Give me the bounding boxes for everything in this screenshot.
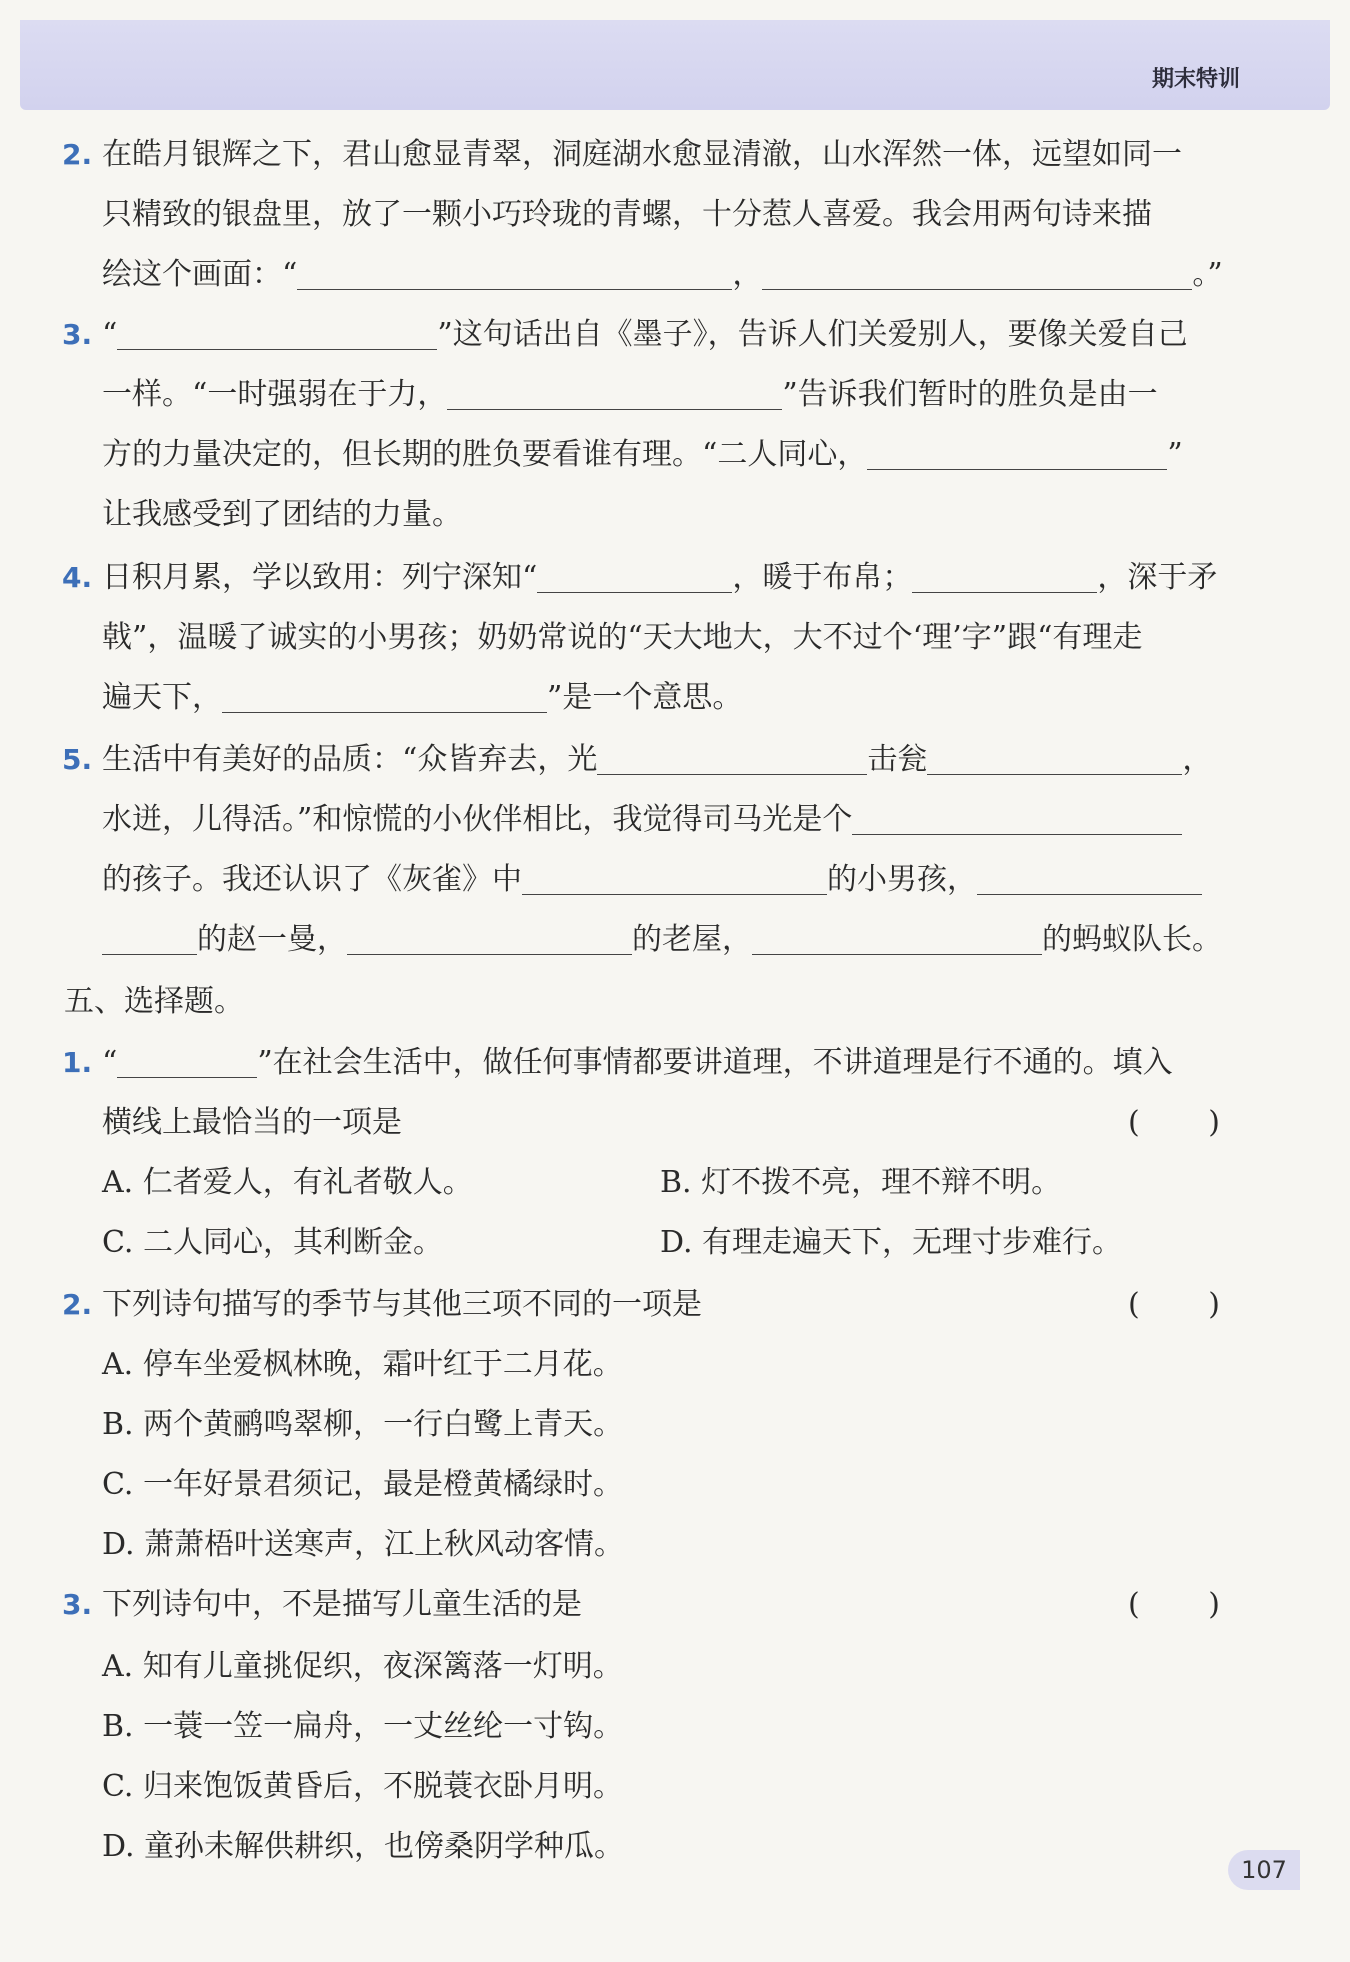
mc3-answer-paren[interactable] <box>1128 1575 1220 1635</box>
q5-text: 击瓮 <box>867 742 928 777</box>
mc3-option-b[interactable]: B. 一蓑一笠一扁舟，一丈丝纶一寸钩。 <box>102 1709 624 1744</box>
mc1-text: “ <box>102 1045 118 1080</box>
q3-text: “ <box>102 317 118 352</box>
q2-number: 2. <box>62 138 93 171</box>
q5-blank-5[interactable] <box>977 858 1202 895</box>
q3-line3 <box>102 425 1183 485</box>
mc1-option-d[interactable]: D. 有理走遍天下，无理寸步难行。 <box>660 1225 1123 1260</box>
q4-line3 <box>102 668 742 728</box>
q3-line2 <box>102 365 1158 425</box>
paren-close: ) <box>1208 1105 1220 1140</box>
mc3-option-a[interactable]: A. 知有儿童挑促织，夜深篱落一灯明。 <box>102 1649 623 1684</box>
mc2-number: 2. <box>62 1288 93 1321</box>
q2-line3 <box>102 245 1223 305</box>
mc1-option-a[interactable]: A. 仁者爱人，有礼者敬人。 <box>102 1165 473 1200</box>
q5-text: 的赵一曼， <box>197 922 347 957</box>
q5-line4 <box>102 910 1222 970</box>
mc1-option-c[interactable]: C. 二人同心，其利断金。 <box>102 1225 443 1260</box>
header-title: 期末特训 <box>1151 67 1240 92</box>
mc2-stem: 下列诗句描写的季节与其他三项不同的一项是 <box>102 1287 702 1322</box>
mc3-stem: 下列诗句中，不是描写儿童生活的是 <box>102 1587 582 1622</box>
q3-text: 一样。“一时强弱在于力， <box>102 377 448 412</box>
q5-text: 生活中有美好的品质：“众皆弃去，光 <box>102 742 598 777</box>
q3-text: ”告诉我们暂时的胜负是由一 <box>782 377 1158 412</box>
q3-blank-1[interactable] <box>117 313 437 350</box>
q5-blank-7[interactable] <box>347 918 632 955</box>
q5-number: 5. <box>62 743 93 776</box>
q2-line1: 在皓月银辉之下，君山愈显青翠，洞庭湖水愈显清澈，山水浑然一体，远望如同一 <box>102 137 1182 172</box>
page-number: 107 <box>1228 1850 1300 1890</box>
mc3-option-c[interactable]: C. 归来饱饭黄昏后，不脱蓑衣卧月明。 <box>102 1769 623 1804</box>
q4-blank-2[interactable] <box>912 556 1097 593</box>
header-banner <box>20 20 1330 110</box>
mc1-blank[interactable] <box>117 1041 257 1078</box>
q2-line2: 只精致的银盘里，放了一颗小巧玲珑的青螺，十分惹人喜爱。我会用两句诗来描 <box>102 197 1152 232</box>
mc1-option-b[interactable]: B. 灯不拨不亮，理不辩不明。 <box>660 1165 1062 1200</box>
q5-text: 的小男孩， <box>827 862 977 897</box>
q5-blank-1[interactable] <box>597 738 867 775</box>
q3-text: ”这句话出自《墨子》，告诉人们关爱别人，要像关爱自己 <box>437 317 1188 352</box>
q5-text: 的蚂蚁队长。 <box>1042 922 1222 957</box>
paren-open: ( <box>1128 1105 1140 1140</box>
mc3-number: 3. <box>62 1588 93 1621</box>
q5-blank-8[interactable] <box>752 918 1042 955</box>
q3-text: 方的力量决定的，但长期的胜负要看谁有理。“二人同心， <box>102 437 868 472</box>
q5-blank-6[interactable] <box>102 918 197 955</box>
mc1-line1 <box>102 1033 1173 1093</box>
q5-text: 的孩子。我还认识了《灰雀》中 <box>102 862 522 897</box>
q5-text: 水迸，儿得活。”和惊慌的小伙伴相比，我觉得司马光是个 <box>102 802 853 837</box>
mc2-option-b[interactable]: B. 两个黄鹂鸣翠柳，一行白鹭上青天。 <box>102 1407 624 1442</box>
q2-text: 绘这个画面：“ <box>102 257 298 292</box>
paren-open: ( <box>1128 1587 1140 1622</box>
q3-number: 3. <box>62 318 93 351</box>
mc1-answer-paren[interactable] <box>1128 1093 1220 1153</box>
q3-blank-2[interactable] <box>447 373 782 410</box>
q5-text: ， <box>1182 742 1213 777</box>
q5-text: 的老屋， <box>632 922 752 957</box>
q2-text: ， <box>732 257 763 292</box>
q4-text: ”是一个意思。 <box>547 680 743 715</box>
q5-line3 <box>102 850 1202 910</box>
mc1-text: ”在社会生活中，做任何事情都要讲道理，不讲道理是行不通的。填入 <box>257 1045 1173 1080</box>
mc2-option-c[interactable]: C. 一年好景君须记，最是橙黄橘绿时。 <box>102 1467 623 1502</box>
mc2-answer-paren[interactable] <box>1128 1275 1220 1335</box>
q5-blank-3[interactable] <box>852 798 1182 835</box>
q5-blank-4[interactable] <box>522 858 827 895</box>
q4-blank-3[interactable] <box>222 676 547 713</box>
q2-text: 。” <box>1192 257 1223 292</box>
q2-blank-1[interactable] <box>297 253 732 290</box>
paren-close: ) <box>1208 1587 1220 1622</box>
q4-line1 <box>102 548 1217 608</box>
section-title: 五、选择题。 <box>64 984 244 1019</box>
mc1-line2: 横线上最恰当的一项是 <box>102 1105 402 1140</box>
q5-blank-2[interactable] <box>927 738 1182 775</box>
q4-number: 4. <box>62 561 93 594</box>
q4-text: 遍天下， <box>102 680 222 715</box>
mc1-number: 1. <box>62 1046 93 1079</box>
q4-blank-1[interactable] <box>537 556 732 593</box>
mc3-option-d[interactable]: D. 童孙未解供耕织，也傍桑阴学种瓜。 <box>102 1829 625 1864</box>
mc2-option-a[interactable]: A. 停车坐爱枫林晚，霜叶红于二月花。 <box>102 1347 623 1382</box>
paren-open: ( <box>1128 1287 1140 1322</box>
q3-text: ” <box>1167 437 1183 472</box>
q3-line1 <box>102 305 1188 365</box>
q3-blank-3[interactable] <box>867 433 1167 470</box>
paren-close: ) <box>1208 1287 1220 1322</box>
mc2-option-d[interactable]: D. 萧萧梧叶送寒声，江上秋风动客情。 <box>102 1527 625 1562</box>
q3-line4: 让我感受到了团结的力量。 <box>102 497 462 532</box>
q4-text: ，暖于布帛； <box>732 560 913 595</box>
q2-blank-2[interactable] <box>762 253 1192 290</box>
q4-text: 日积月累，学以致用：列宁深知“ <box>102 560 538 595</box>
q5-line2 <box>102 790 1182 850</box>
q5-line1 <box>102 730 1212 790</box>
q4-text: ，深于矛 <box>1097 560 1218 595</box>
q4-line2: 戟”，温暖了诚实的小男孩；奶奶常说的“天大地大，大不过个‘理’字”跟“有理走 <box>102 620 1143 655</box>
